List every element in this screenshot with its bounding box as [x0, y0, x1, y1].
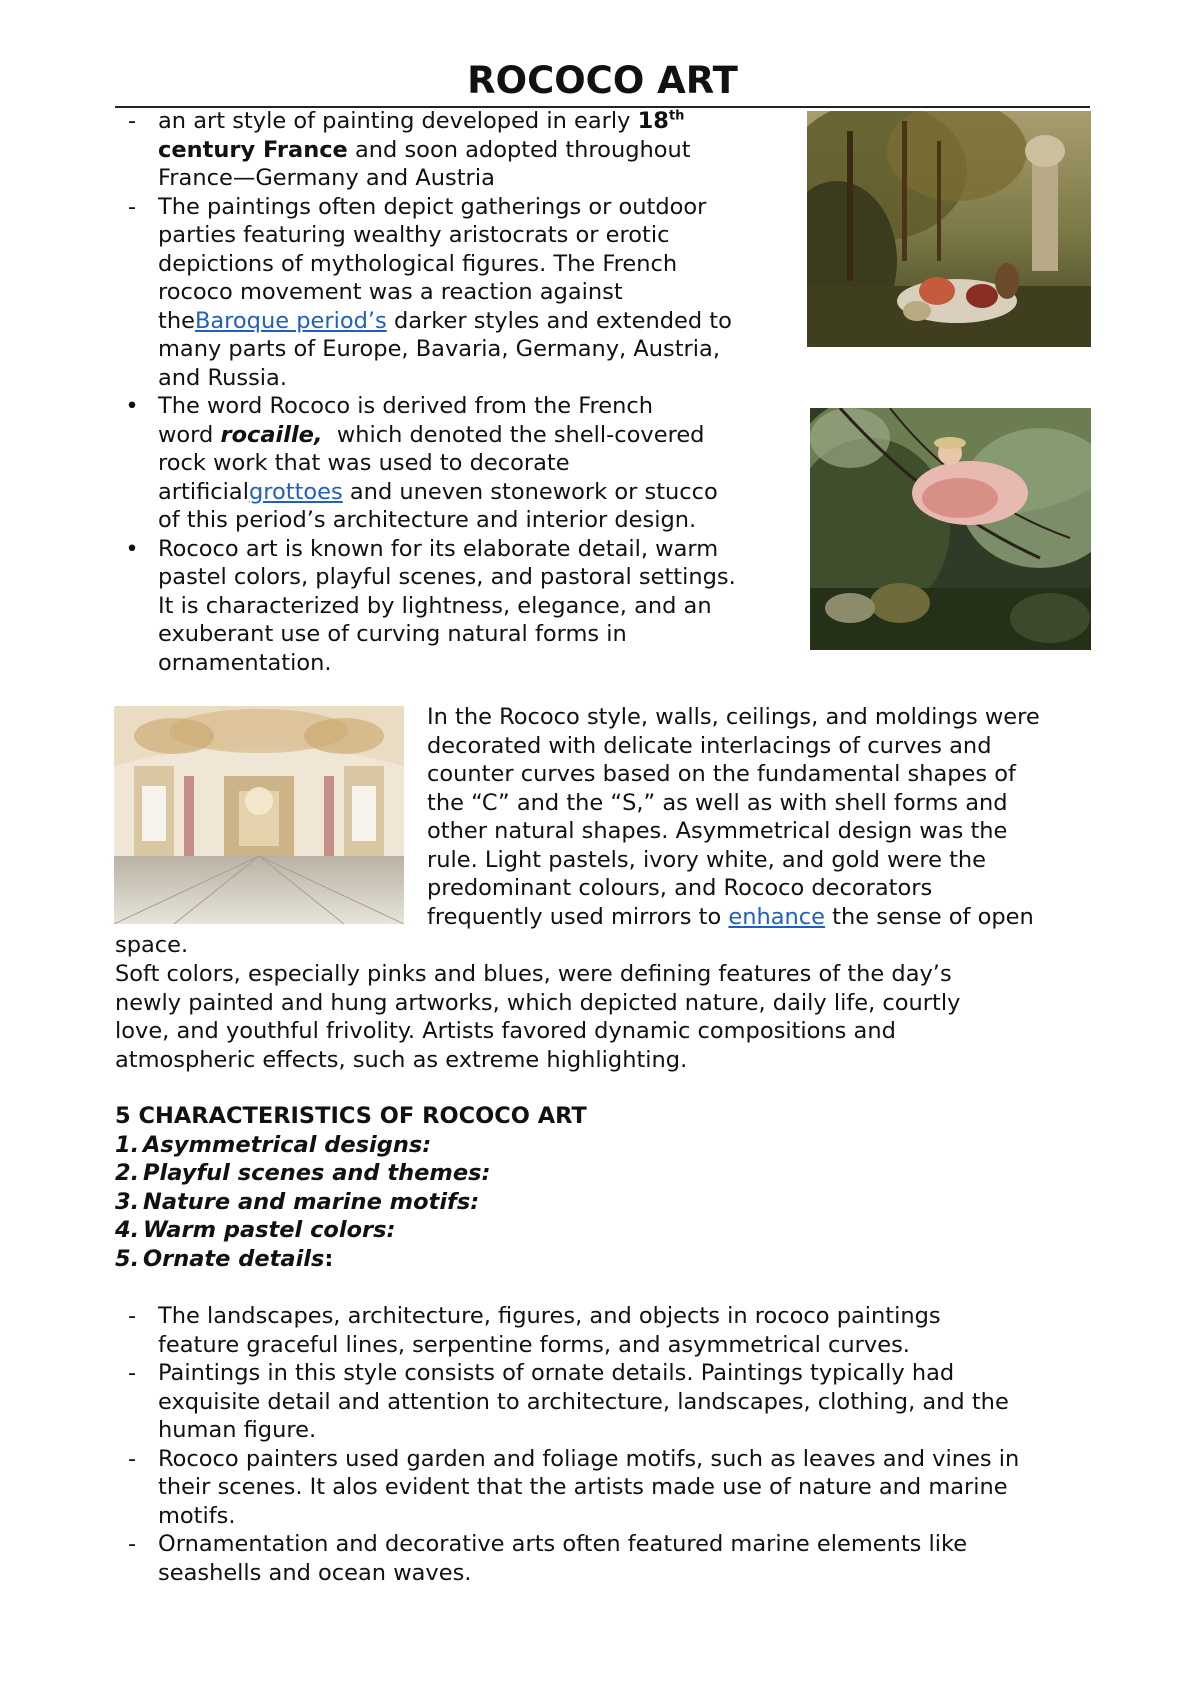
paragraph-line: newly painted and hung artworks, which depicted nature, daily life, courtly [115, 989, 961, 1016]
characteristics-heading: 5 CHARACTERISTICS OF ROCOCO ART [115, 1103, 587, 1129]
characteristic-item: 4. Warm pastel colors: [115, 1217, 396, 1243]
list-item: - Rococo painters used garden and foliage motifs, such as leaves and vines in [122, 1445, 1102, 1474]
paragraph-line: In the Rococo style, walls, ceilings, and moldings were [427, 704, 1040, 730]
list-item-line: parties featuring wealthy aristocrats or erotic [158, 222, 670, 248]
paragraph-line: space. [115, 932, 189, 958]
characteristic-item: 5. Ornate details: [115, 1245, 334, 1272]
list-item: - Ornamentation and decorative arts often featured marine elements like [122, 1530, 1102, 1559]
list-item-line: exquisite detail and attention to architecture, landscapes, clothing, and the [158, 1388, 1009, 1415]
list-item-line: pastel colors, playful scenes, and pastoral settings. [158, 564, 736, 590]
list-item-line: theBaroque period’s darker styles and extended to [158, 307, 732, 334]
list-item-line: rococo movement was a reaction against [158, 279, 623, 305]
enhance-link[interactable]: enhance [728, 903, 826, 930]
dash-marker: - [127, 1445, 137, 1472]
dash-marker: - [127, 1360, 137, 1386]
paragraph-line: Soft colors, especially pinks and blues, were defining features of the day’s [115, 961, 952, 987]
list-item-line: depictions of mythological figures. The French [158, 250, 678, 277]
characteristic-item: 3. Nature and marine motifs: [115, 1188, 480, 1215]
bullet-marker: • [125, 393, 139, 419]
list-item-line: many parts of Europe, Bavaria, Germany, Austria, [158, 336, 720, 362]
list-item-line: rock work that was used to decorate [158, 450, 570, 476]
list-item: - an art style of painting developed in early 18th [122, 107, 802, 136]
soft-colors-paragraph [115, 960, 1095, 1074]
list-item-line: exuberant use of curving natural forms in [158, 621, 627, 647]
list-item-line: their scenes. It alos evident that the artists made use of nature and marine [158, 1474, 1008, 1500]
list-item-line: seashells and ocean waves. [158, 1559, 472, 1586]
characteristic-item: 2. Playful scenes and themes: [115, 1160, 491, 1186]
list-item-line: and Russia. [158, 364, 288, 391]
dash-marker: - [127, 1303, 137, 1329]
paragraph-line: the “C” and the “S,” as well as with shell forms and [427, 789, 1008, 816]
list-item-line: century France and soon adopted throughout [158, 136, 691, 163]
baroque-period-link[interactable]: Baroque period’s [194, 307, 387, 334]
list-item: • The word Rococo is derived from the French [122, 392, 802, 421]
list-item: - The paintings often depict gatherings or outdoor [122, 193, 802, 222]
rocaille-term: rocaille, [220, 421, 323, 448]
list-item: • Rococo art is known for its elaborate detail, warm [122, 535, 802, 564]
rococo-style-paragraph [115, 703, 1095, 960]
page-title: ROCOCO ART [467, 59, 738, 102]
garden-party-painting [807, 111, 1091, 347]
paragraph-line: other natural shapes. Asymmetrical design was the [427, 818, 1008, 844]
dash-marker: - [127, 108, 137, 134]
paragraph-line: rule. Light pastels, ivory white, and gold were the [427, 846, 987, 873]
characteristics-section [115, 1102, 1095, 1273]
paragraph-line: frequently used mirrors to enhance the sense of open [427, 903, 1034, 930]
bullet-marker: • [125, 535, 139, 562]
list-item-line: ornamentation. [158, 649, 332, 676]
list-item-line: human figure. [158, 1417, 317, 1443]
swing-painting [810, 408, 1091, 650]
list-item: - Paintings in this style consists of ornate details. Paintings typically had [122, 1359, 1102, 1388]
dash-marker: - [127, 1531, 137, 1557]
grottoes-link[interactable]: grottoes [248, 478, 343, 505]
list-item-line: artificialgrottoes and uneven stonework or stucco [158, 478, 718, 505]
list-item-line: France—Germany and Austria [158, 165, 495, 191]
paragraph-line: predominant colours, and Rococo decorators [427, 875, 933, 901]
details-bullet-list [122, 1302, 1102, 1587]
list-item-line: word rocaille, which denoted the shell-covered [158, 421, 705, 448]
paragraph-line: love, and youthful frivolity. Artists favored dynamic compositions and [115, 1018, 896, 1044]
list-item-line: It is characterized by lightness, elegance, and an [158, 592, 712, 619]
list-item-line: feature graceful lines, serpentine forms, and asymmetrical curves. [158, 1331, 910, 1358]
paragraph-line: counter curves based on the fundamental shapes of [427, 761, 1016, 787]
paragraph-line: atmospheric effects, such as extreme highlighting. [115, 1046, 688, 1073]
list-item-line: of this period’s architecture and interior design. [158, 507, 697, 533]
characteristic-item: 1. Asymmetrical designs: [115, 1131, 432, 1158]
list-item: - The landscapes, architecture, figures, and objects in rococo paintings [122, 1302, 1102, 1331]
dash-marker: - [127, 193, 137, 220]
list-item-line: motifs. [158, 1502, 236, 1529]
intro-bullet-list [122, 107, 802, 677]
paragraph-line: decorated with delicate interlacings of curves and [427, 732, 992, 759]
